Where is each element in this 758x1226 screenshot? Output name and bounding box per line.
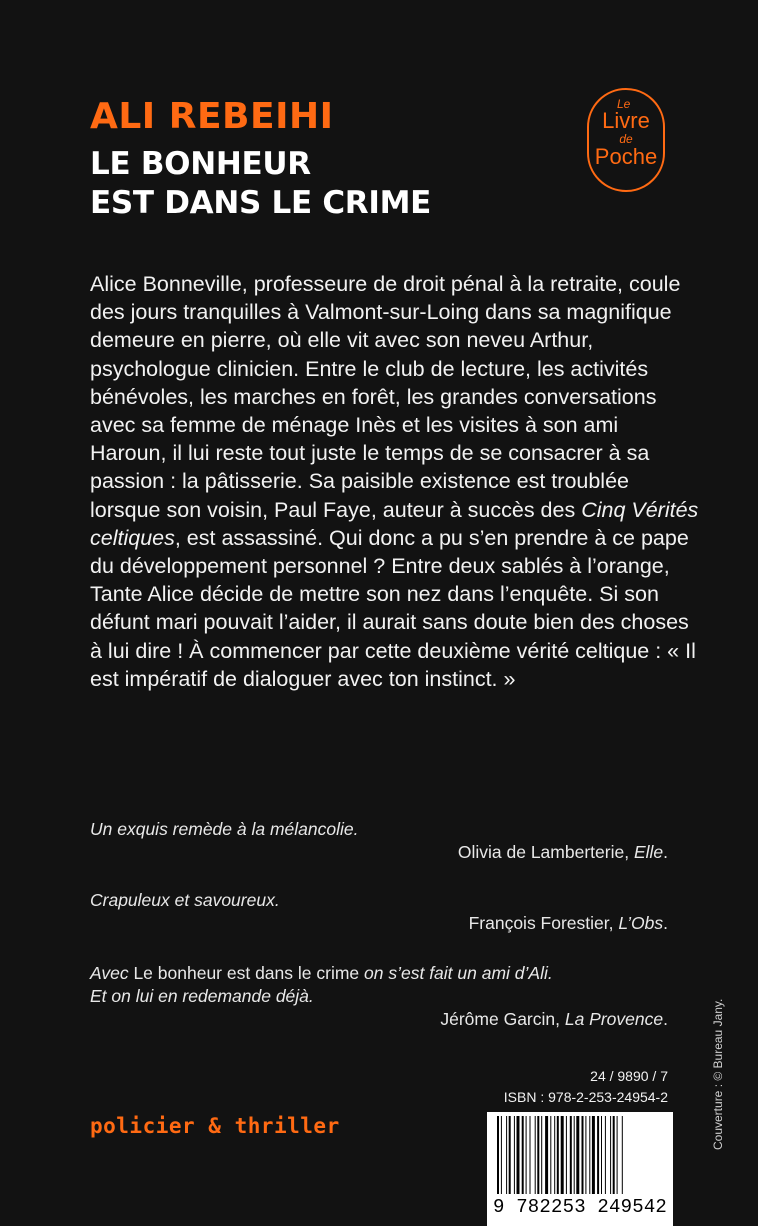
barcode [487, 1112, 673, 1226]
quote-title: Le bonheur est dans le crime [133, 963, 360, 983]
synopsis [90, 270, 700, 693]
quote-end: . [663, 1009, 668, 1029]
quote-author: François Forestier, [468, 913, 619, 933]
barcode-bar [617, 1116, 618, 1194]
genre-label: policier & thriller [90, 1114, 340, 1138]
barcode-bar [613, 1116, 615, 1194]
quote-text: Un exquis remède à la mélancolie. [90, 819, 359, 839]
quote-publication: L’Obs [618, 913, 664, 933]
barcode-bar [550, 1116, 551, 1194]
barcode-bar [601, 1116, 602, 1194]
barcode-bar [610, 1116, 611, 1194]
barcode-bar [589, 1116, 590, 1194]
barcode-bar [530, 1116, 531, 1194]
quote-source [90, 912, 668, 935]
barcode-bar [497, 1116, 499, 1194]
barcode-bar [537, 1116, 539, 1194]
barcode-bar [592, 1116, 595, 1194]
barcode-bar [576, 1116, 579, 1194]
catalog-code: 24 / 9890 / 7 [590, 1068, 668, 1084]
barcode-bar [605, 1116, 606, 1194]
barcode-bar [554, 1116, 555, 1194]
barcode-bar [506, 1116, 507, 1194]
le-livre-de-poche-logo [587, 88, 665, 192]
author-name: ALI REBEIHI [90, 96, 334, 137]
isbn: ISBN : 978-2-253-24954-2 [503, 1089, 668, 1105]
barcode-bar [597, 1116, 599, 1194]
barcode-bar [514, 1116, 515, 1194]
review-quote [90, 889, 668, 935]
quote-end: . [663, 913, 668, 933]
quote-text: Crapuleux et savoureux. [90, 890, 280, 910]
logo-de: de [619, 132, 633, 146]
barcode-bar [585, 1116, 586, 1194]
barcode-bar [517, 1116, 520, 1194]
logo-livre: Livre [602, 108, 650, 133]
barcode-bar [566, 1116, 567, 1194]
barcode-bar [526, 1116, 527, 1194]
quote-text-c: Et on lui en redemande déjà. [90, 986, 314, 1006]
synopsis-book-title: Cinq Vérités celtiques [90, 497, 699, 550]
barcode-bar [570, 1116, 572, 1194]
synopsis-part-1: Alice Bonneville, professeure de droit pénal à la retraite, coule des jours tranquilles à Valmont-sur-Loing dans sa magnifique demeure en pierre, où elle vit avec son neveu Arthur, psychologue clinicien. Entre le club de lecture, les activités bénévoles, les marches en forêt, les grandes conversations avec sa femme de ménage Inès et les visites à son ami Haroun, il lui reste tout juste le temps de se consacrer à sa passion : la pâtisserie. Sa paisible existence est troublée lorsque son voisin, Paul Faye, auteur à succès des [90, 272, 681, 522]
review-quote [90, 962, 668, 1031]
barcode-bar [582, 1116, 584, 1194]
book-title-line-1: LE BONHEUR [90, 146, 311, 182]
quote-source [90, 1008, 668, 1031]
barcode-bar [557, 1116, 559, 1194]
quote-publication: La Provence [564, 1009, 664, 1029]
quote-author: Olivia de Lamberterie, [457, 842, 634, 862]
quote-end: . [663, 842, 668, 862]
quote-publication: Elle [633, 842, 664, 862]
quote-text-a: Avec [90, 963, 134, 983]
quote-author: Jérôme Garcin, [440, 1009, 565, 1029]
barcode-bar [561, 1116, 564, 1194]
cover-credit: Couverture : © Bureau Jany. [711, 998, 725, 1150]
logo-le: Le [617, 97, 631, 111]
barcode-bar [545, 1116, 548, 1194]
quote-source [90, 841, 668, 864]
barcode-bar [501, 1116, 502, 1194]
barcode-bar [574, 1116, 575, 1194]
barcode-bar [541, 1116, 542, 1194]
barcode-bar [622, 1116, 623, 1194]
quote-text [90, 962, 668, 985]
barcode-bar [535, 1116, 536, 1194]
review-quote [90, 818, 668, 864]
barcode-bar [522, 1116, 524, 1194]
book-title-line-2: EST DANS LE CRIME [90, 185, 432, 221]
barcode-digits: 9 782253 249542 [493, 1196, 668, 1218]
synopsis-part-2: , est assassiné. Qui donc a pu s’en prendre à ce pape du développement personnel ? Entre deux sablés à l’orange, Tante Alice décide de mettre son nez dans l’enquête. Si son défunt mari pouvait l’aider, il aurait sans doute bien des choses à lui dire ! À commencer par cette deuxième vérité celtique : « Il est impératif de dialoguer avec ton instinct. » [90, 525, 696, 691]
barcode-bar [509, 1116, 511, 1194]
logo-poche: Poche [594, 144, 658, 169]
quote-text-b: on s’est fait un ami d’Ali. [359, 963, 553, 983]
